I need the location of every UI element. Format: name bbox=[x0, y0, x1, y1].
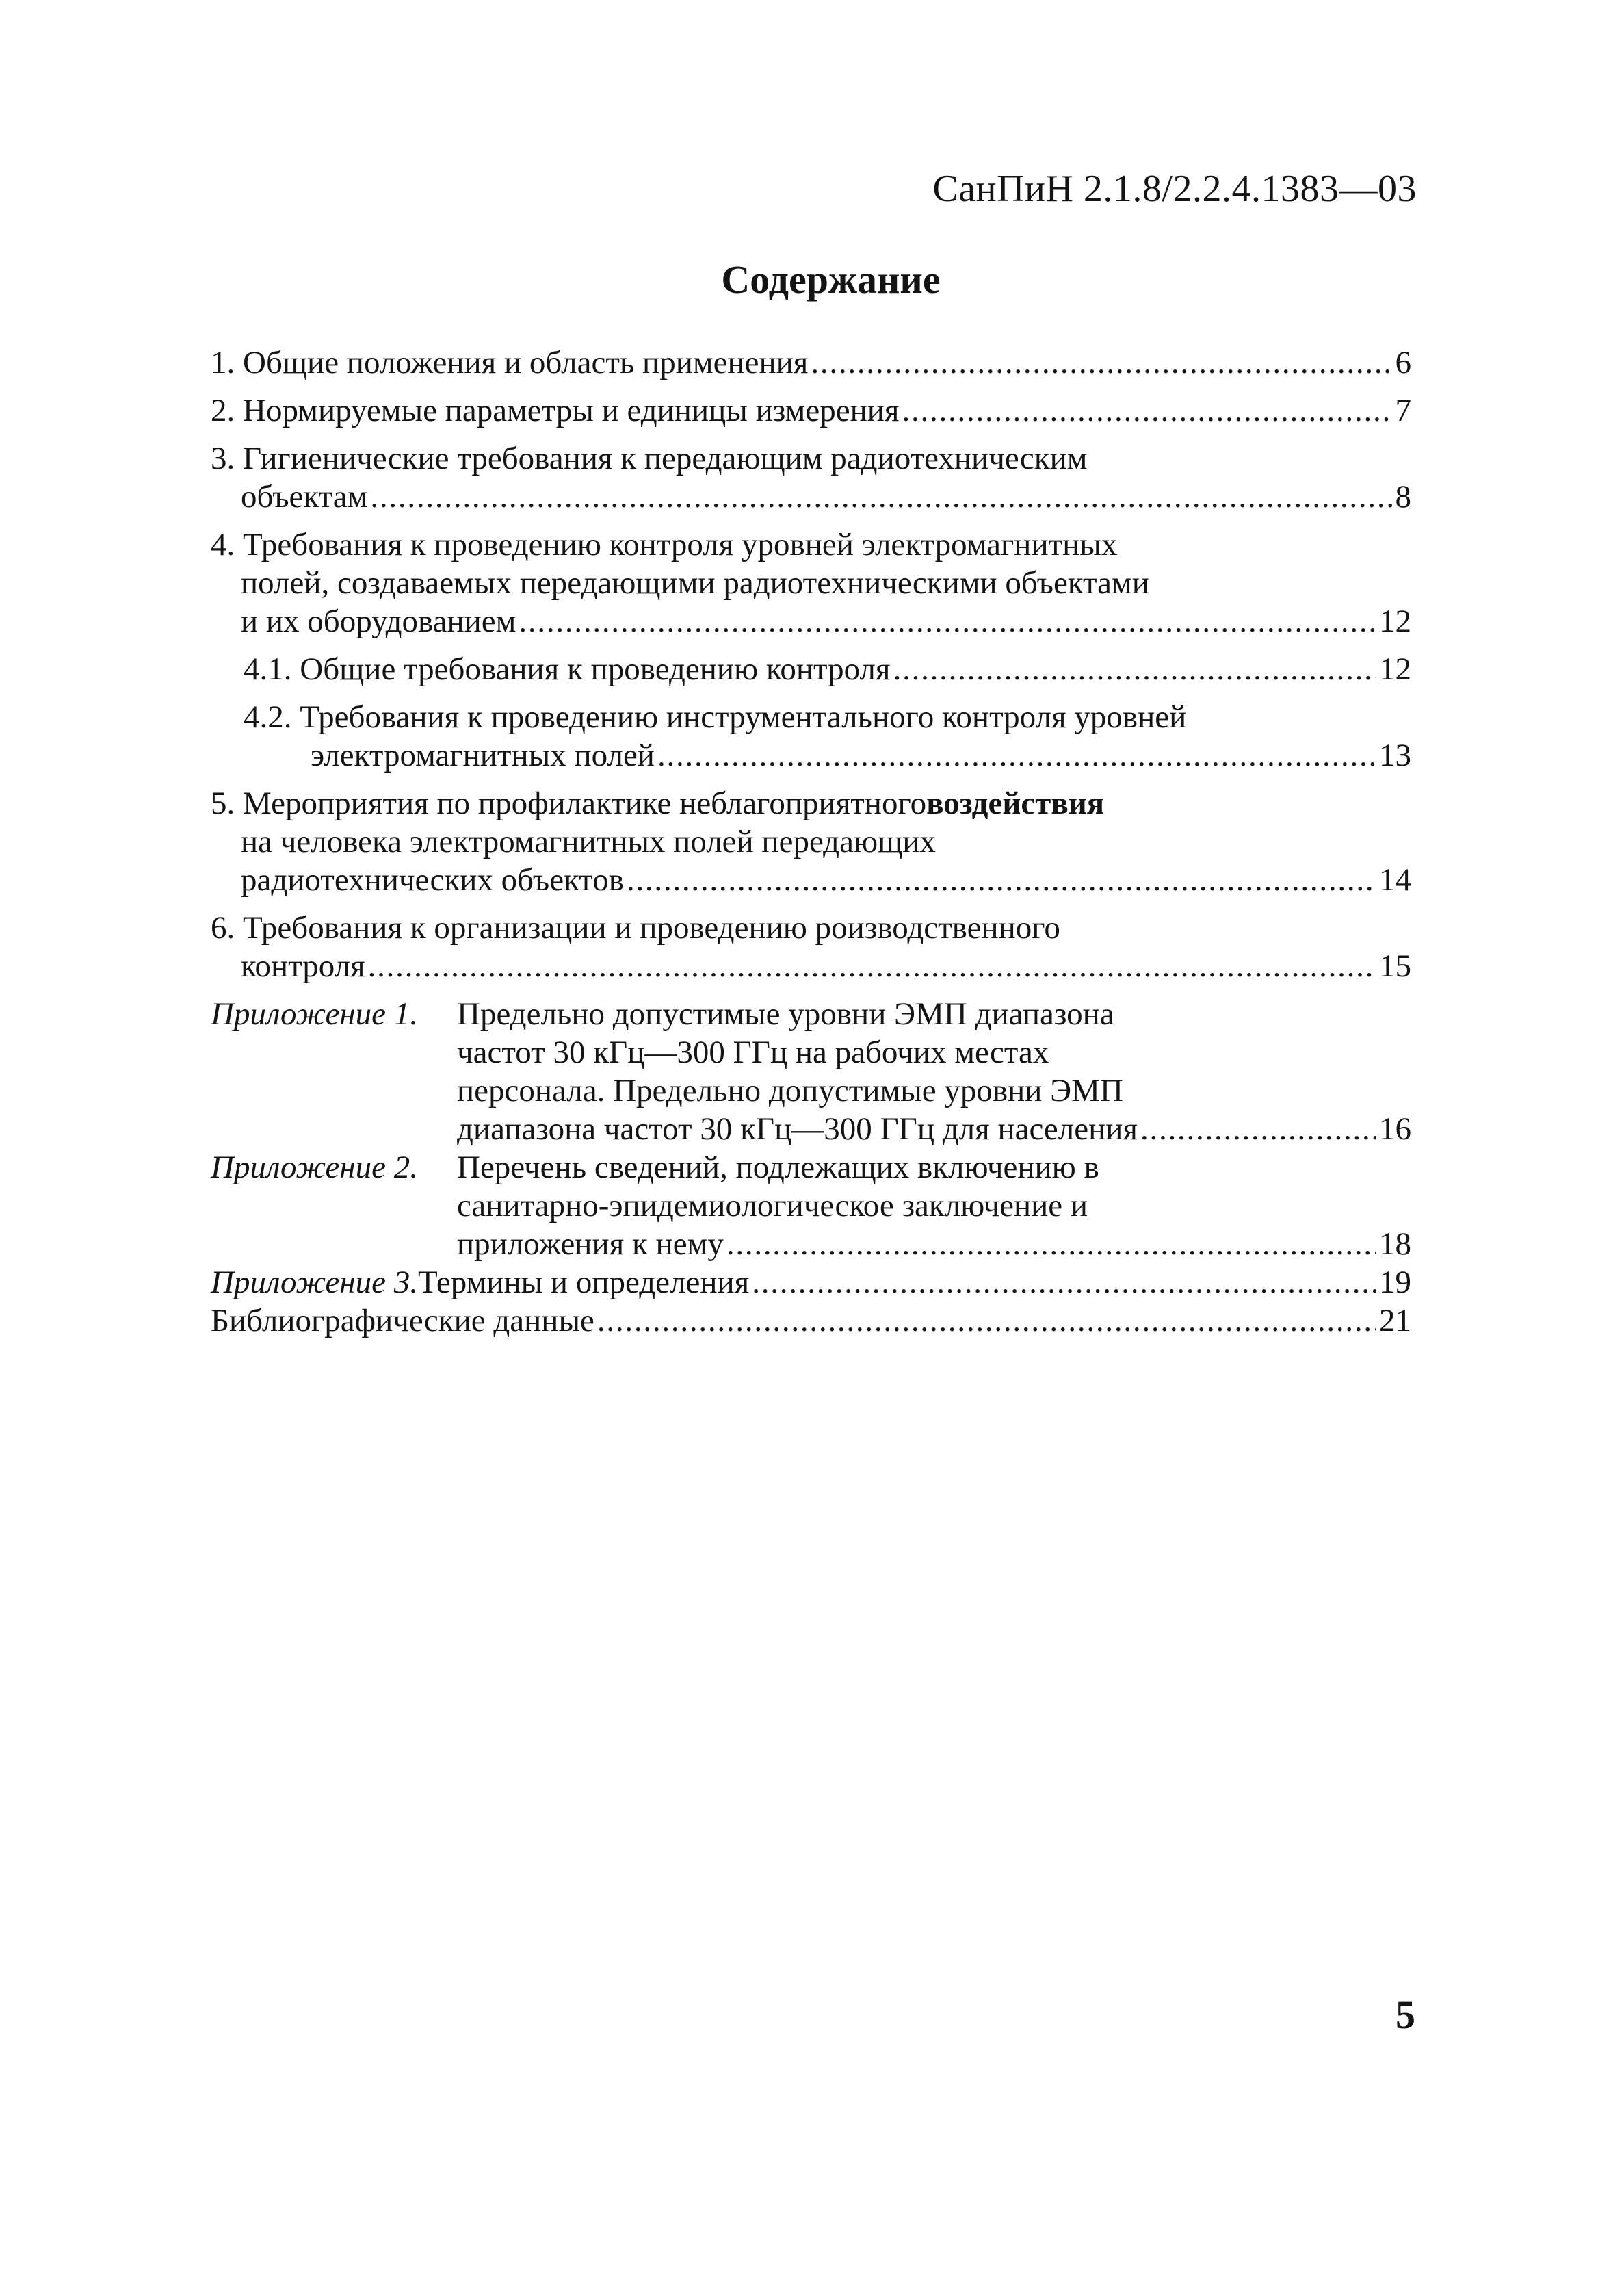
toc-entry-text: 1. Общие положения и область применения bbox=[211, 345, 809, 380]
dot-leader bbox=[811, 343, 1392, 382]
toc-entry-text: и их оборудованием bbox=[241, 604, 516, 639]
toc-page-number: 14 bbox=[1379, 862, 1411, 898]
toc-entry-4-1[interactable] bbox=[211, 650, 1411, 688]
toc-page-number: 13 bbox=[1379, 738, 1411, 773]
toc-entry-text: Перечень сведений, подлежащих включению в bbox=[457, 1150, 1099, 1185]
toc-page-number: 16 bbox=[1379, 1111, 1411, 1147]
toc-entry-text: 5. Мероприятия по профилактике неблагоприятного bbox=[211, 786, 927, 821]
dot-leader bbox=[657, 736, 1376, 775]
appendix-label: Приложение 3. bbox=[211, 1265, 418, 1300]
toc-appendix-3[interactable] bbox=[211, 1263, 1411, 1301]
toc-entry-text: санитарно-эпидемиологическое заключение и bbox=[457, 1188, 1088, 1223]
toc-entry-2[interactable] bbox=[211, 391, 1411, 430]
toc-entry-text: 3. Гигиенические требования к передающим радиотехническим bbox=[211, 441, 1088, 476]
toc-entry-text: радиотехнических объектов bbox=[241, 862, 624, 898]
toc-appendix-2[interactable] bbox=[211, 1148, 1411, 1263]
toc-entry-text: 4.2. Требования к проведению инструментального контроля уровней bbox=[244, 699, 1187, 735]
toc-entry-text: Предельно допустимые уровни ЭМП диапазона bbox=[457, 996, 1114, 1032]
toc-page-number: 18 bbox=[1379, 1226, 1411, 1262]
toc-entry-3[interactable] bbox=[211, 439, 1411, 516]
appendix-label: Приложение 1. bbox=[211, 996, 418, 1032]
toc-entry-4[interactable] bbox=[211, 526, 1411, 640]
toc-page-number: 7 bbox=[1395, 393, 1411, 428]
toc-appendix-1[interactable] bbox=[211, 995, 1411, 1148]
toc-page-number: 8 bbox=[1395, 479, 1411, 515]
toc-entry-text: Библиографические данные bbox=[211, 1303, 594, 1338]
toc-page-number: 12 bbox=[1379, 651, 1411, 687]
toc-entry-text: на человека электромагнитных полей передающих bbox=[241, 824, 936, 859]
toc-entry-4-2[interactable] bbox=[211, 698, 1411, 775]
toc-entry-text: частот 30 кГц—300 ГГц на рабочих местах bbox=[457, 1035, 1049, 1070]
toc-entry-text: объектам bbox=[241, 479, 368, 515]
dot-leader bbox=[893, 650, 1376, 688]
dot-leader bbox=[370, 478, 1392, 516]
toc-entry-text: полей, создаваемых передающими радиотехническими объектами bbox=[241, 565, 1149, 601]
toc-page-number: 15 bbox=[1379, 948, 1411, 984]
toc-entry-text: приложения к нему bbox=[457, 1226, 724, 1262]
dot-leader bbox=[519, 602, 1376, 640]
appendix-label: Приложение 2. bbox=[211, 1150, 418, 1185]
toc-entry-text: 4. Требования к проведению контроля уровней электромагнитных bbox=[211, 527, 1118, 562]
dot-leader bbox=[726, 1225, 1376, 1263]
table-of-contents bbox=[211, 343, 1411, 1340]
toc-entry-text: персонала. Предельно допустимые уровни ЭМП bbox=[457, 1073, 1123, 1108]
toc-page-number: 19 bbox=[1379, 1265, 1411, 1300]
toc-entry-text: электромагнитных полей bbox=[311, 738, 655, 773]
toc-page-number: 12 bbox=[1379, 604, 1411, 639]
dot-leader bbox=[627, 861, 1376, 899]
toc-entry-text: 2. Нормируемые параметры и единицы измерения bbox=[211, 393, 900, 428]
toc-page-number: 21 bbox=[1379, 1303, 1411, 1338]
document-code: СанПиН 2.1.8/2.2.4.1383—03 bbox=[932, 168, 1417, 210]
toc-entry-text: 6. Требования к организации и проведению роизводственного bbox=[211, 910, 1060, 946]
toc-title: Содержание bbox=[721, 257, 941, 302]
toc-entry-text: 4.1. Общие требования к проведению контроля bbox=[244, 651, 891, 687]
toc-entry-6[interactable] bbox=[211, 909, 1411, 985]
page-number: 5 bbox=[1396, 1993, 1415, 2037]
toc-page-number: 6 bbox=[1395, 345, 1411, 380]
dot-leader bbox=[902, 391, 1393, 430]
dot-leader bbox=[597, 1301, 1376, 1340]
toc-entry-5[interactable] bbox=[211, 784, 1411, 899]
toc-bibliography[interactable] bbox=[211, 1301, 1411, 1340]
toc-entry-1[interactable] bbox=[211, 343, 1411, 382]
dot-leader bbox=[1140, 1110, 1376, 1148]
toc-entry-text-bold: воздействия bbox=[926, 786, 1105, 821]
dot-leader bbox=[368, 947, 1376, 985]
toc-entry-text: Термины и определения bbox=[417, 1265, 750, 1300]
dot-leader bbox=[752, 1263, 1376, 1301]
toc-entry-text: диапазона частот 30 кГц—300 ГГц для населения bbox=[457, 1111, 1138, 1147]
toc-entry-text: контроля bbox=[241, 948, 365, 984]
